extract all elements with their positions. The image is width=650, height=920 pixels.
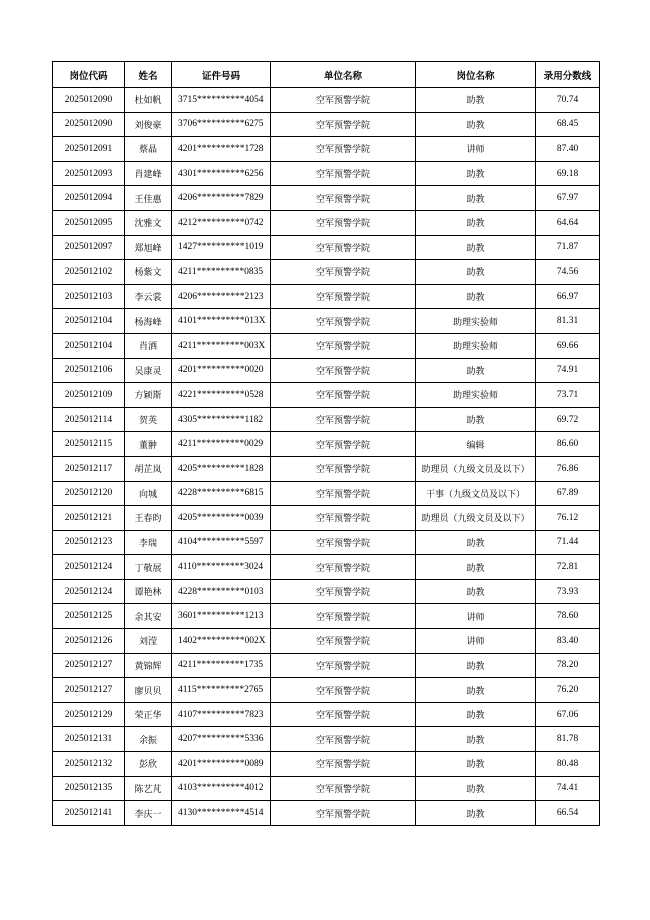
header-position-name: 岗位名称 — [416, 62, 536, 88]
cell-cutoff-score: 66.97 — [536, 284, 600, 309]
cell-cutoff-score: 76.20 — [536, 678, 600, 703]
cell-cutoff-score: 70.74 — [536, 88, 600, 113]
cell-cutoff-score: 87.40 — [536, 137, 600, 162]
cell-cutoff-score: 66.54 — [536, 801, 600, 826]
table-row — [53, 235, 600, 260]
cell-name: 胡芷岚 — [125, 456, 172, 481]
cell-id-number: 4305**********1182 — [172, 407, 271, 432]
cell-position-code: 2025012131 — [53, 727, 125, 752]
cell-position-name: 助教 — [416, 678, 536, 703]
cell-cutoff-score: 74.41 — [536, 776, 600, 801]
cell-id-number: 1402**********002X — [172, 629, 271, 654]
cell-name: 郑旭峰 — [125, 235, 172, 260]
cell-cutoff-score: 68.45 — [536, 112, 600, 137]
cell-unit-name: 空军预警学院 — [271, 210, 416, 235]
cell-id-number: 4212**********0742 — [172, 210, 271, 235]
cell-cutoff-score: 73.93 — [536, 579, 600, 604]
cell-cutoff-score: 86.60 — [536, 432, 600, 457]
cell-id-number: 4201**********0089 — [172, 752, 271, 777]
cell-position-name: 编辑 — [416, 432, 536, 457]
cell-position-code: 2025012103 — [53, 284, 125, 309]
table-row — [53, 727, 600, 752]
table-row — [53, 702, 600, 727]
cell-position-name: 讲师 — [416, 604, 536, 629]
cell-position-name: 助教 — [416, 407, 536, 432]
cell-unit-name: 空军预警学院 — [271, 284, 416, 309]
cell-name: 杜如帆 — [125, 88, 172, 113]
header-id-number: 证件号码 — [172, 62, 271, 88]
cell-name: 肖建峰 — [125, 161, 172, 186]
table-row — [53, 604, 600, 629]
cell-id-number: 3706**********6275 — [172, 112, 271, 137]
cell-position-name: 助理实验师 — [416, 309, 536, 334]
cell-position-code: 2025012104 — [53, 333, 125, 358]
cell-cutoff-score: 78.60 — [536, 604, 600, 629]
cell-position-code: 2025012126 — [53, 629, 125, 654]
cell-unit-name: 空军预警学院 — [271, 801, 416, 826]
table-row — [53, 210, 600, 235]
cell-name: 廖贝贝 — [125, 678, 172, 703]
cell-position-code: 2025012117 — [53, 456, 125, 481]
cell-id-number: 4211**********0835 — [172, 260, 271, 285]
cell-position-code: 2025012124 — [53, 555, 125, 580]
cell-id-number: 4207**********5336 — [172, 727, 271, 752]
cell-name: 黄锦辉 — [125, 653, 172, 678]
table-row — [53, 358, 600, 383]
table-row — [53, 333, 600, 358]
cell-position-name: 助教 — [416, 284, 536, 309]
cell-unit-name: 空军预警学院 — [271, 260, 416, 285]
cell-unit-name: 空军预警学院 — [271, 88, 416, 113]
cell-position-code: 2025012132 — [53, 752, 125, 777]
cell-unit-name: 空军预警学院 — [271, 112, 416, 137]
cell-position-code: 2025012109 — [53, 383, 125, 408]
cell-name: 王春昀 — [125, 506, 172, 531]
cell-id-number: 1427**********1019 — [172, 235, 271, 260]
cell-position-code: 2025012135 — [53, 776, 125, 801]
table-row — [53, 530, 600, 555]
cell-unit-name: 空军预警学院 — [271, 456, 416, 481]
cell-position-name: 助教 — [416, 210, 536, 235]
table-row — [53, 456, 600, 481]
cell-position-name: 助教 — [416, 88, 536, 113]
cell-position-code: 2025012094 — [53, 186, 125, 211]
cell-unit-name: 空军预警学院 — [271, 481, 416, 506]
cell-name: 彭欣 — [125, 752, 172, 777]
cell-name: 贺英 — [125, 407, 172, 432]
header-cutoff-score: 录用分数线 — [536, 62, 600, 88]
cell-position-code: 2025012121 — [53, 506, 125, 531]
cell-unit-name: 空军预警学院 — [271, 555, 416, 580]
cell-position-name: 助教 — [416, 530, 536, 555]
cell-cutoff-score: 64.64 — [536, 210, 600, 235]
cell-id-number: 4206**********2123 — [172, 284, 271, 309]
cell-cutoff-score: 81.78 — [536, 727, 600, 752]
cell-unit-name: 空军预警学院 — [271, 530, 416, 555]
cell-position-name: 助教 — [416, 186, 536, 211]
cell-unit-name: 空军预警学院 — [271, 432, 416, 457]
table-row — [53, 579, 600, 604]
cell-cutoff-score: 69.66 — [536, 333, 600, 358]
cell-unit-name: 空军预警学院 — [271, 383, 416, 408]
cell-id-number: 4104**********5597 — [172, 530, 271, 555]
cell-id-number: 4205**********1828 — [172, 456, 271, 481]
cell-cutoff-score: 71.87 — [536, 235, 600, 260]
cell-position-name: 助教 — [416, 161, 536, 186]
cell-id-number: 4221**********0528 — [172, 383, 271, 408]
cell-cutoff-score: 76.12 — [536, 506, 600, 531]
table-row — [53, 752, 600, 777]
cell-unit-name: 空军预警学院 — [271, 579, 416, 604]
cell-position-name: 助教 — [416, 776, 536, 801]
cell-unit-name: 空军预警学院 — [271, 629, 416, 654]
cell-name: 陈艺芃 — [125, 776, 172, 801]
cell-position-code: 2025012090 — [53, 112, 125, 137]
table-row — [53, 161, 600, 186]
table-row — [53, 407, 600, 432]
table-row — [53, 506, 600, 531]
cell-position-code: 2025012093 — [53, 161, 125, 186]
table-row — [53, 260, 600, 285]
cell-id-number: 4201**********1728 — [172, 137, 271, 162]
cell-cutoff-score: 74.91 — [536, 358, 600, 383]
table-body — [53, 88, 600, 826]
document-page — [52, 61, 599, 826]
table-header-row — [53, 62, 600, 88]
cell-id-number: 4301**********6256 — [172, 161, 271, 186]
cell-position-name: 助教 — [416, 555, 536, 580]
cell-cutoff-score: 67.89 — [536, 481, 600, 506]
cell-name: 李云裳 — [125, 284, 172, 309]
cell-name: 董翀 — [125, 432, 172, 457]
cell-name: 余振 — [125, 727, 172, 752]
cell-position-code: 2025012106 — [53, 358, 125, 383]
cell-id-number: 4130**********4514 — [172, 801, 271, 826]
cell-name: 丁敬展 — [125, 555, 172, 580]
cell-name: 肖洒 — [125, 333, 172, 358]
admission-score-table — [52, 61, 600, 826]
cell-position-name: 助教 — [416, 653, 536, 678]
cell-position-code: 2025012129 — [53, 702, 125, 727]
cell-cutoff-score: 76.86 — [536, 456, 600, 481]
cell-cutoff-score: 74.56 — [536, 260, 600, 285]
cell-position-code: 2025012090 — [53, 88, 125, 113]
table-row — [53, 309, 600, 334]
cell-position-name: 讲师 — [416, 629, 536, 654]
cell-position-name: 助理实验师 — [416, 333, 536, 358]
cell-position-name: 干事（九级文员及以下） — [416, 481, 536, 506]
cell-id-number: 3601**********1213 — [172, 604, 271, 629]
cell-position-name: 助教 — [416, 358, 536, 383]
cell-cutoff-score: 71.44 — [536, 530, 600, 555]
table-row — [53, 186, 600, 211]
cell-position-code: 2025012104 — [53, 309, 125, 334]
cell-position-name: 助教 — [416, 579, 536, 604]
cell-position-code: 2025012127 — [53, 653, 125, 678]
cell-position-code: 2025012127 — [53, 678, 125, 703]
cell-name: 荣正华 — [125, 702, 172, 727]
cell-name: 王佳惠 — [125, 186, 172, 211]
table-row — [53, 678, 600, 703]
cell-unit-name: 空军预警学院 — [271, 604, 416, 629]
cell-id-number: 4206**********7829 — [172, 186, 271, 211]
cell-position-code: 2025012097 — [53, 235, 125, 260]
cell-position-name: 助教 — [416, 235, 536, 260]
cell-unit-name: 空军预警学院 — [271, 161, 416, 186]
cell-name: 方颖斯 — [125, 383, 172, 408]
cell-position-name: 助理员（九级文员及以下） — [416, 506, 536, 531]
cell-position-code: 2025012102 — [53, 260, 125, 285]
cell-position-code: 2025012123 — [53, 530, 125, 555]
cell-id-number: 4115**********2765 — [172, 678, 271, 703]
cell-id-number: 4211**********0029 — [172, 432, 271, 457]
cell-cutoff-score: 81.31 — [536, 309, 600, 334]
cell-unit-name: 空军预警学院 — [271, 137, 416, 162]
cell-position-code: 2025012115 — [53, 432, 125, 457]
cell-unit-name: 空军预警学院 — [271, 752, 416, 777]
header-name: 姓名 — [125, 62, 172, 88]
cell-cutoff-score: 72.81 — [536, 555, 600, 580]
cell-id-number: 4107**********7823 — [172, 702, 271, 727]
cell-position-name: 助教 — [416, 260, 536, 285]
table-row — [53, 112, 600, 137]
table-row — [53, 383, 600, 408]
cell-name: 沈雅文 — [125, 210, 172, 235]
cell-id-number: 4110**********3024 — [172, 555, 271, 580]
cell-position-name: 助教 — [416, 727, 536, 752]
cell-position-name: 助教 — [416, 702, 536, 727]
cell-name: 杨紫文 — [125, 260, 172, 285]
cell-id-number: 4211**********1735 — [172, 653, 271, 678]
cell-unit-name: 空军预警学院 — [271, 506, 416, 531]
cell-name: 杨海峰 — [125, 309, 172, 334]
cell-name: 李瑞 — [125, 530, 172, 555]
cell-unit-name: 空军预警学院 — [271, 678, 416, 703]
cell-position-name: 助理实验师 — [416, 383, 536, 408]
cell-cutoff-score: 80.48 — [536, 752, 600, 777]
cell-name: 谭艳林 — [125, 579, 172, 604]
cell-position-code: 2025012114 — [53, 407, 125, 432]
table-row — [53, 432, 600, 457]
cell-id-number: 4211**********003X — [172, 333, 271, 358]
cell-name: 李庆一 — [125, 801, 172, 826]
table-row — [53, 801, 600, 826]
cell-position-code: 2025012120 — [53, 481, 125, 506]
table-row — [53, 284, 600, 309]
cell-position-name: 助理员（九级文员及以下） — [416, 456, 536, 481]
header-unit-name: 单位名称 — [271, 62, 416, 88]
cell-unit-name: 空军预警学院 — [271, 776, 416, 801]
table-row — [53, 88, 600, 113]
cell-id-number: 4228**********0103 — [172, 579, 271, 604]
cell-unit-name: 空军预警学院 — [271, 702, 416, 727]
cell-unit-name: 空军预警学院 — [271, 653, 416, 678]
cell-name: 吴康灵 — [125, 358, 172, 383]
table-row — [53, 629, 600, 654]
cell-cutoff-score: 69.72 — [536, 407, 600, 432]
cell-name: 余其安 — [125, 604, 172, 629]
cell-position-code: 2025012095 — [53, 210, 125, 235]
cell-position-code: 2025012091 — [53, 137, 125, 162]
cell-name: 蔡晶 — [125, 137, 172, 162]
cell-position-name: 助教 — [416, 112, 536, 137]
cell-name: 向城 — [125, 481, 172, 506]
cell-position-name: 助教 — [416, 752, 536, 777]
cell-cutoff-score: 78.20 — [536, 653, 600, 678]
table-row — [53, 555, 600, 580]
cell-unit-name: 空军预警学院 — [271, 727, 416, 752]
cell-position-code: 2025012141 — [53, 801, 125, 826]
cell-unit-name: 空军预警学院 — [271, 358, 416, 383]
cell-id-number: 4201**********0020 — [172, 358, 271, 383]
header-position-code: 岗位代码 — [53, 62, 125, 88]
cell-name: 刘俊豪 — [125, 112, 172, 137]
cell-cutoff-score: 67.97 — [536, 186, 600, 211]
cell-id-number: 4228**********6815 — [172, 481, 271, 506]
cell-cutoff-score: 69.18 — [536, 161, 600, 186]
cell-unit-name: 空军预警学院 — [271, 186, 416, 211]
table-row — [53, 776, 600, 801]
cell-id-number: 3715**********4054 — [172, 88, 271, 113]
cell-position-code: 2025012125 — [53, 604, 125, 629]
cell-position-code: 2025012124 — [53, 579, 125, 604]
cell-cutoff-score: 73.71 — [536, 383, 600, 408]
cell-unit-name: 空军预警学院 — [271, 235, 416, 260]
table-row — [53, 137, 600, 162]
cell-cutoff-score: 67.06 — [536, 702, 600, 727]
cell-name: 刘滢 — [125, 629, 172, 654]
cell-unit-name: 空军预警学院 — [271, 309, 416, 334]
cell-position-name: 助教 — [416, 801, 536, 826]
table-row — [53, 481, 600, 506]
cell-position-name: 讲师 — [416, 137, 536, 162]
table-row — [53, 653, 600, 678]
cell-unit-name: 空军预警学院 — [271, 333, 416, 358]
cell-unit-name: 空军预警学院 — [271, 407, 416, 432]
cell-cutoff-score: 83.40 — [536, 629, 600, 654]
cell-id-number: 4103**********4012 — [172, 776, 271, 801]
cell-id-number: 4205**********0039 — [172, 506, 271, 531]
cell-id-number: 4101**********013X — [172, 309, 271, 334]
